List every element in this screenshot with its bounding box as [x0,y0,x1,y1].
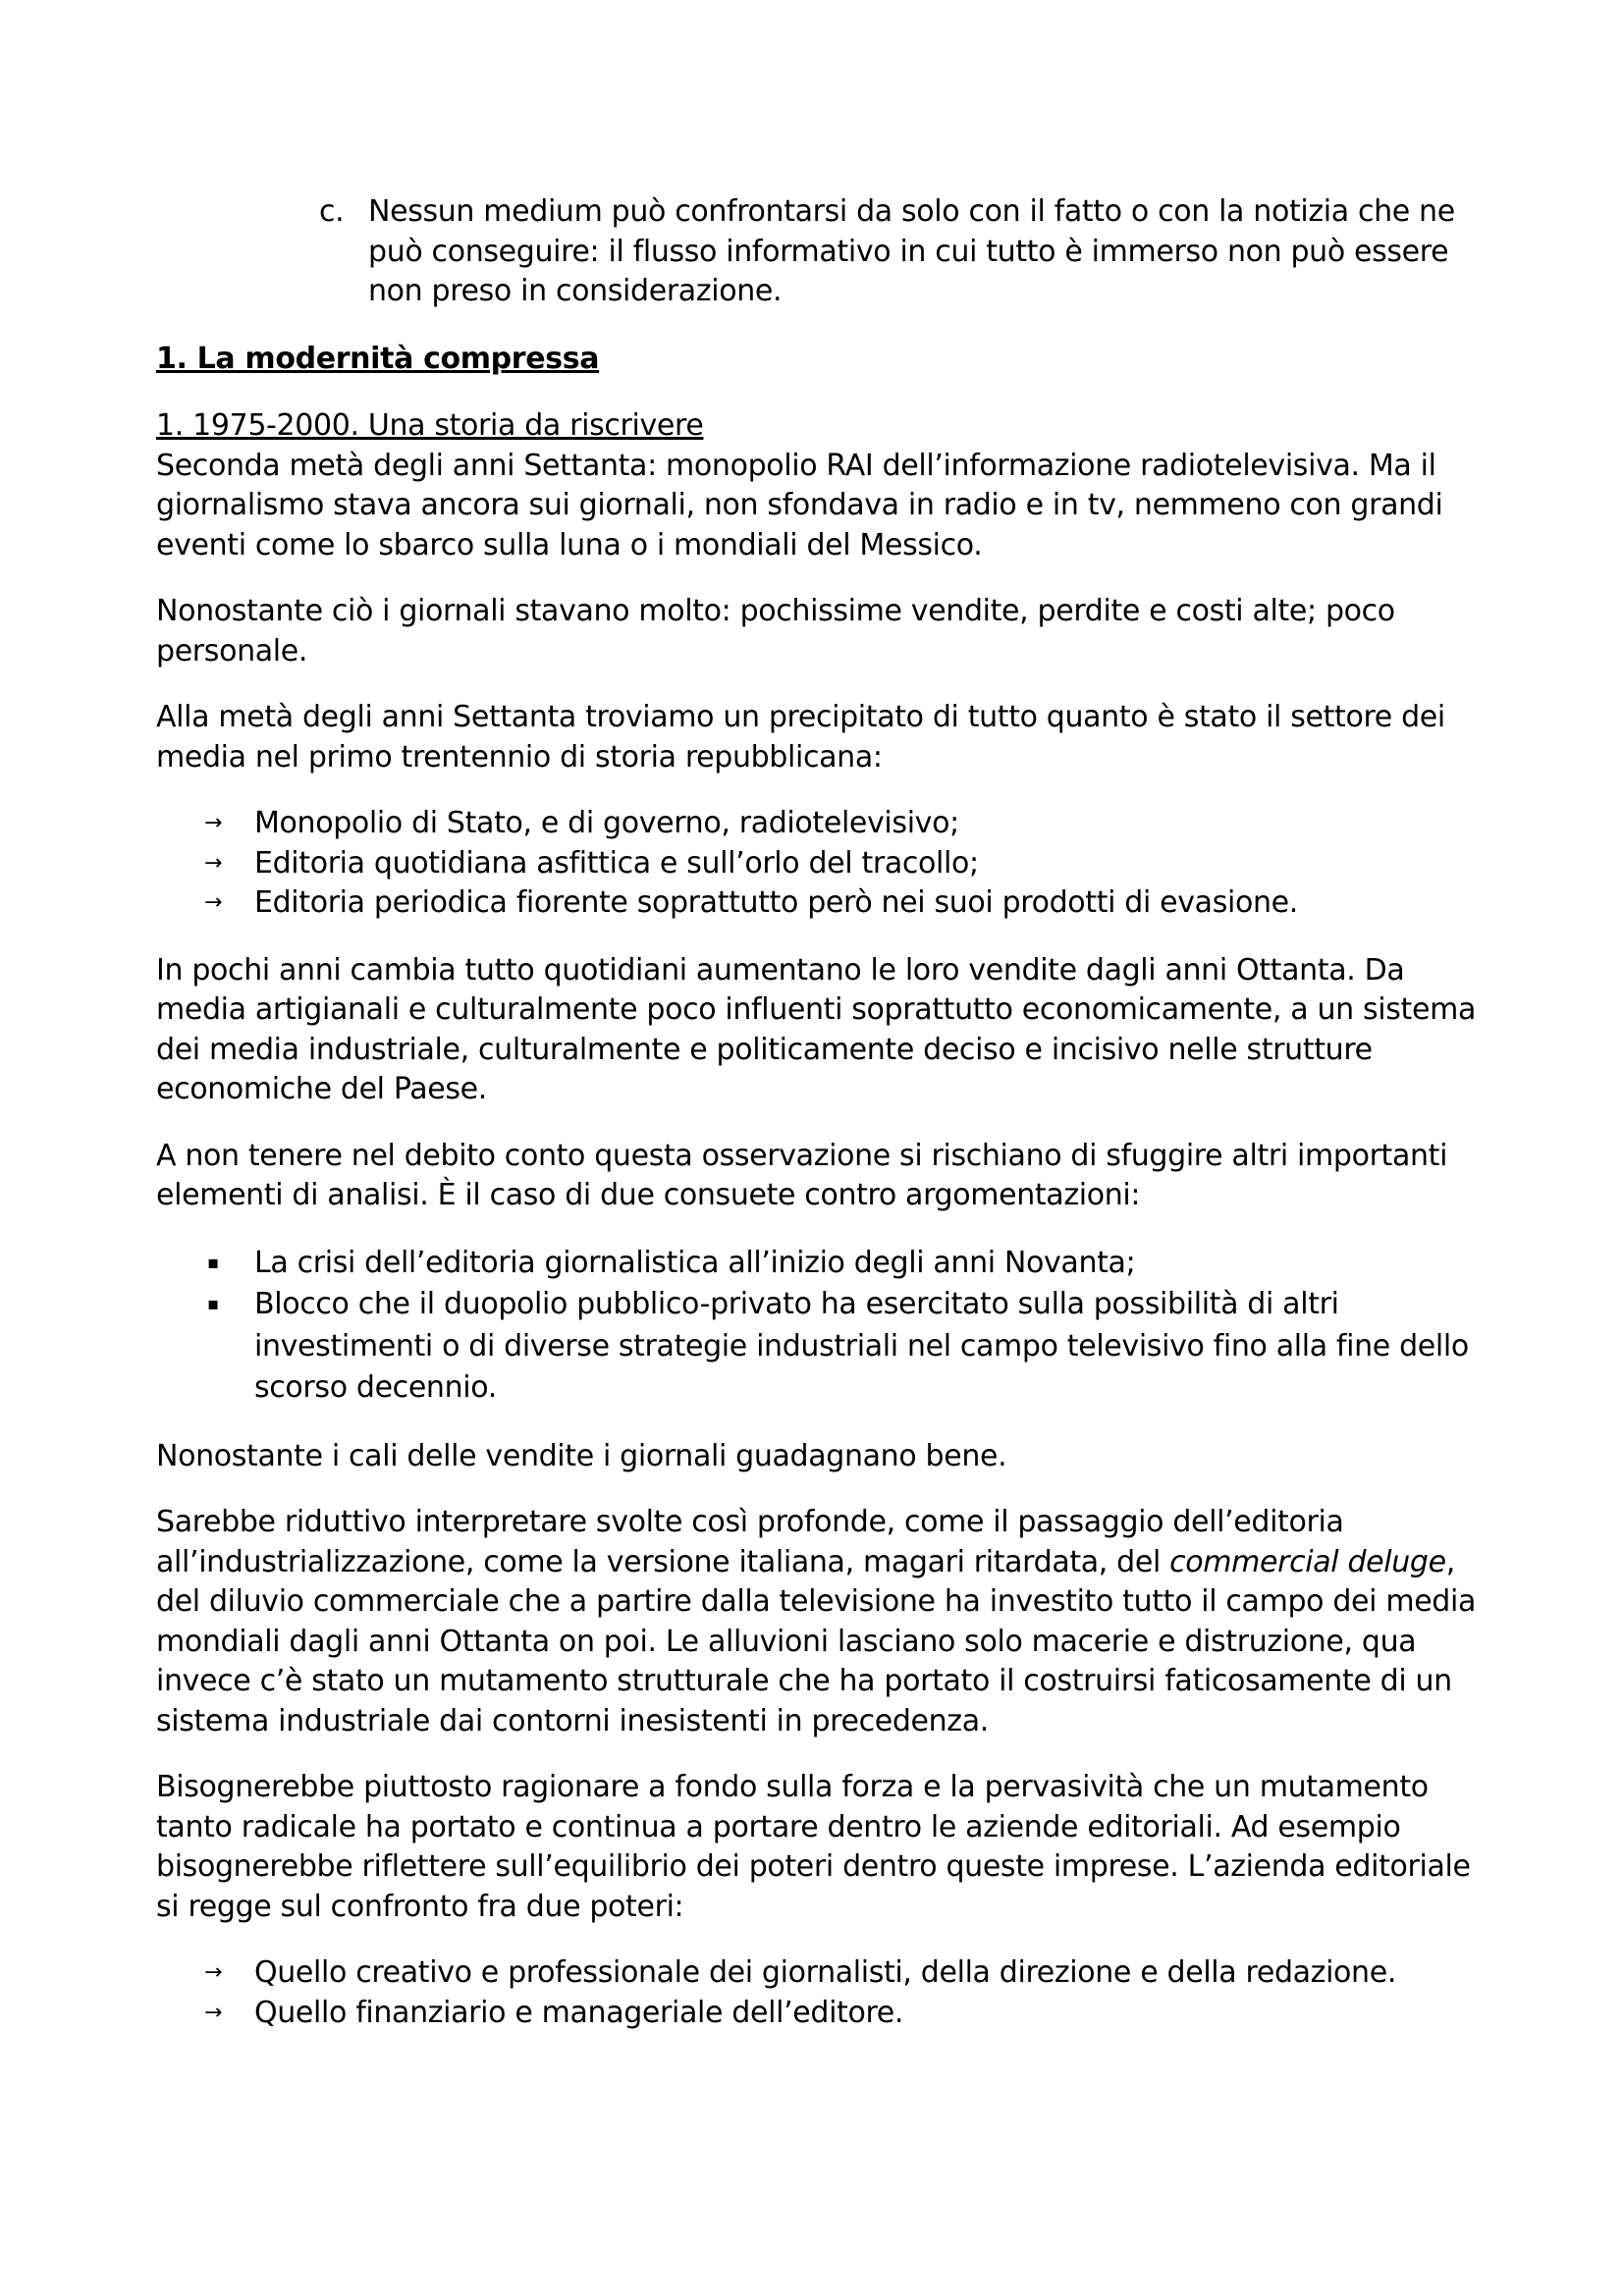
italic-term: commercial deluge [1169,1544,1446,1579]
paragraph-1: Seconda metà degli anni Settanta: monopolio RAI dell’informazione radiotelevisiva. Ma il giornalismo stava ancora sui giornali, non sfondava in radio e in tv, nemmeno con grandi eventi come lo sbarco sulla luna o i mondiali del Messico. [156,448,1443,562]
list-item-text: Quello finanziario e manageriale dell’editore. [254,1995,904,2030]
list-item [156,1953,1484,1994]
arrow-bullet-icon: → [204,850,223,876]
list-item [156,1243,1484,1285]
list-item-text: Quello creativo e professionale dei giornalisti, della direzione e della redazione. [254,1955,1397,1990]
arrow-list-2 [156,1953,1484,2033]
square-list [156,1243,1484,1410]
list-item [156,883,1484,924]
paragraph-7 [156,1503,1484,1741]
arrow-bullet-icon: → [204,2000,223,2025]
subsection-heading: 1. 1975-2000. Una storia da riscrivere [156,408,704,443]
list-item [156,1994,1484,2034]
paragraph-8: Bisognerebbe piuttosto ragionare a fondo sulla forza e la pervasività che un mutamento tanto radicale ha portato e continua a portare dentro le aziende editoriali. Ad esempio bisognerebbe riflettere sull’equilibrio dei poteri dentro queste imprese. L’azienda editoriale si regge sul confronto fra due poteri: [156,1770,1471,1924]
list-item [156,1284,1484,1410]
list-item-text: Monopolio di Stato, e di governo, radiotelevisivo; [254,806,959,840]
list-item [156,844,1484,884]
paragraph-7-text-end: , del diluvio commerciale che a partire dalla televisione ha investito tutto il campo dei media mondiali dagli anni Ottanta on poi. Le alluvioni lasciano solo macerie e distruzione, qua invece c’è stato un mutamento strutturale che ha portato il costruirsi faticosamente di un sistema industriale dai contorni inesistenti in precedenza. [156,1544,1477,1738]
paragraph-5: A non tenere nel debito conto questa osservazione si rischiano di sfuggire altri importanti elementi di analisi. È il caso di due consuete contro argomentazioni: [156,1138,1448,1212]
arrow-bullet-icon: → [204,811,223,835]
paragraph-4: In pochi anni cambia tutto quotidiani aumentano le loro vendite dagli anni Ottanta. Da media artigianali e culturalmente poco influenti soprattutto economicamente, a un sistema dei media industriale, culturalmente e politicamente deciso e incisivo nelle strutture economiche del Paese. [156,952,1476,1106]
square-bullet-icon: ▪ [207,1294,219,1314]
square-bullet-icon: ▪ [207,1252,219,1273]
page-content [156,192,1484,2060]
list-item-c [156,192,1484,312]
arrow-bullet-icon: → [204,890,223,915]
arrow-bullet-icon: → [204,1960,223,1985]
paragraph-6: Nonostante i cali delle vendite i giornali guadagnano bene. [156,1438,1007,1473]
list-item-text: La crisi dell’editoria giornalistica all’inizio degli anni Novanta; [254,1245,1136,1280]
paragraph-2: Nonostante ciò i giornali stavano molto: pochissime vendite, perdite e costi alte; poco personale. [156,594,1395,668]
list-marker: c. [319,194,345,229]
list-item-text: Editoria periodica fiorente soprattutto però nei suoi prodotti di evasione. [254,885,1298,920]
paragraph-3: Alla metà degli anni Settanta troviamo un precipitato di tutto quanto è stato il settore dei media nel primo trentennio di storia repubblicana: [156,700,1445,774]
paragraph-7-text-start: Sarebbe riduttivo interpretare svolte così profonde, come il passaggio dell’editoria all’industrializzazione, come la versione italiana, magari ritardata, del [156,1505,1344,1579]
list-item-text: Editoria quotidiana asfittica e sull’orlo del tracollo; [254,845,979,881]
list-item-text: Nessun medium può confrontarsi da solo con il fatto o con la notizia che ne può conseguire: il flusso informativo in cui tutto è immerso non può essere non preso in considerazione. [368,194,1455,308]
section-heading: 1. La modernità compressa [156,341,600,376]
list-item-text: Blocco che il duopolio pubblico-privato ha esercitato sulla possibilità di altri investimenti o di diverse strategie industriali nel campo televisivo fino alla fine dello scorso decennio. [254,1287,1469,1405]
list-item [156,804,1484,844]
arrow-list-1 [156,804,1484,924]
